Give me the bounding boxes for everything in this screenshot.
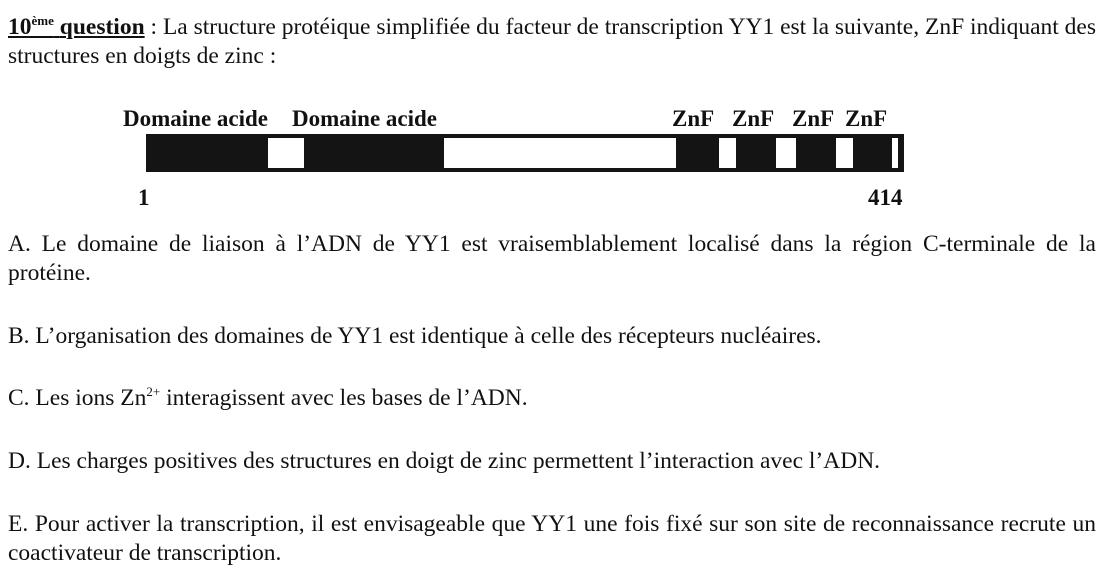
bar-gap-1 bbox=[268, 138, 304, 168]
end-position-label: 414 bbox=[868, 185, 903, 210]
znf-label-3: ZnF bbox=[792, 106, 835, 131]
znf-label-2: ZnF bbox=[732, 106, 775, 131]
bar-gap-end bbox=[892, 138, 898, 168]
answer-c bbox=[8, 384, 1096, 413]
domain-label-2: Domaine acide bbox=[292, 106, 438, 131]
question-number-suffix: ème bbox=[31, 13, 54, 28]
bar-gap-znf-2 bbox=[776, 138, 796, 168]
bar-gap-znf-1 bbox=[719, 138, 736, 168]
znf-label-1: ZnF bbox=[672, 106, 715, 131]
protein-diagram bbox=[0, 0, 1106, 210]
znf-label-4: ZnF bbox=[845, 106, 888, 131]
question-number: 10 bbox=[8, 14, 32, 40]
bar-gap-central bbox=[444, 138, 676, 168]
answer-c-text-before: C. Les ions Zn bbox=[8, 385, 147, 411]
answer-a: A. Le domaine de liaison à l’ADN de YY1 est vraisemblablement localisé dans la région C-terminale de la protéine. bbox=[8, 231, 1096, 286]
answer-e: E. Pour activer la transcription, il est envisageable que YY1 une fois fixé sur son site de reconnaissance recrute un coactivateur de transcription. bbox=[8, 511, 1096, 566]
bar-gap-znf-3 bbox=[836, 138, 853, 168]
answer-c-superscript: 2+ bbox=[146, 384, 161, 399]
question-word: question bbox=[59, 14, 145, 40]
answer-c-text-after: interagissent avec les bases de l’ADN. bbox=[160, 385, 528, 411]
answer-d: D. Les charges positives des structures en doigt de zinc permettent l’interaction avec l’ADN. bbox=[8, 448, 881, 474]
protein-bar bbox=[146, 134, 904, 172]
question-intro-text: : La structure protéique simplifiée du facteur de transcription YY1 est la suivante, ZnF indiquant des structures en doigts de zinc : bbox=[8, 14, 1096, 69]
answer-b: B. L’organisation des domaines de YY1 est identique à celle des récepteurs nucléaires. bbox=[8, 323, 822, 349]
domain-label-1: Domaine acide bbox=[123, 106, 269, 131]
start-position-label: 1 bbox=[138, 185, 150, 210]
